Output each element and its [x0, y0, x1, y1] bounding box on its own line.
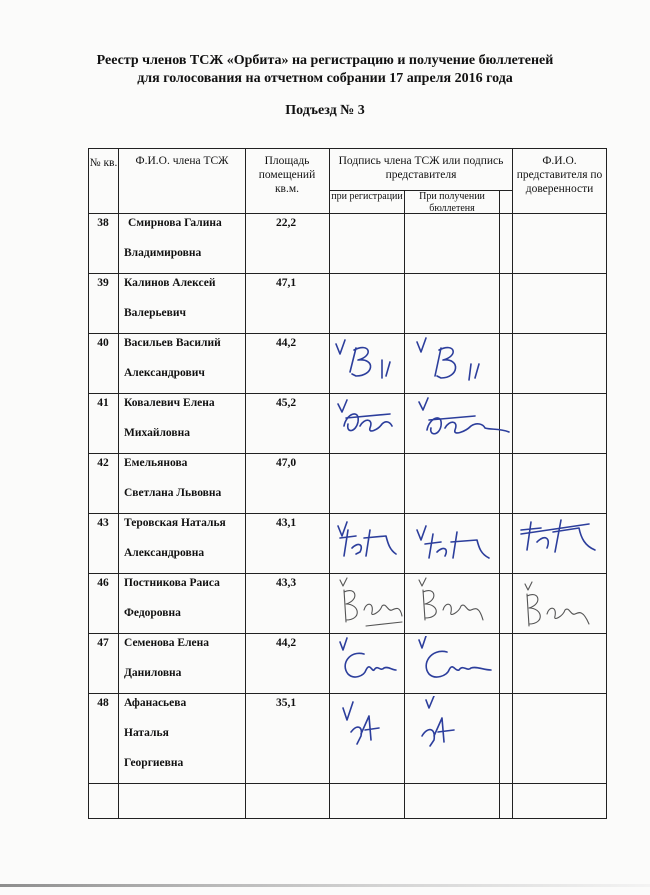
row-area: 44,2	[276, 637, 297, 649]
row-name-line1: Семенова Елена	[124, 637, 210, 649]
row-name-line2: Наталья	[124, 727, 169, 739]
row-apartment-number: 39	[97, 277, 109, 289]
row-name-line1: Васильев Василий	[124, 337, 221, 349]
row-area: 44,2	[276, 337, 297, 349]
row-area: 47,1	[276, 277, 297, 289]
grid-line	[606, 148, 607, 818]
row-area: 45,2	[276, 397, 297, 409]
row-area: 47,0	[276, 457, 297, 469]
row-name-line2: Федоровна	[124, 607, 181, 619]
grid-line	[499, 190, 500, 818]
row-area: 43,3	[276, 577, 297, 589]
header-signature-ballot: При получении бюллетеня	[419, 191, 485, 214]
signature-mark	[330, 636, 404, 692]
grid-line	[329, 148, 330, 818]
row-name-line2: Даниловна	[124, 667, 182, 679]
row-name-line1: Постникова Раиса	[124, 577, 220, 589]
header-apartment-number: № кв.	[89, 157, 118, 169]
header-area: Площадь помещений кв.м.	[258, 155, 316, 195]
row-name-line1: Теровская Наталья	[124, 517, 226, 529]
row-area: 35,1	[276, 697, 297, 709]
grid-line	[512, 148, 513, 818]
grid-line	[245, 148, 246, 818]
row-name-line2: Валерьевич	[124, 307, 186, 319]
grid-line	[88, 783, 607, 784]
entrance-subtitle: Подъезд № 3	[285, 103, 365, 118]
grid-line	[88, 818, 607, 819]
signature-mark	[330, 516, 404, 572]
signature-mark	[405, 396, 515, 452]
grid-line	[404, 190, 405, 818]
grid-line	[88, 148, 89, 818]
signature-mark	[335, 696, 395, 756]
row-apartment-number: 41	[97, 397, 109, 409]
grid-line	[88, 148, 607, 149]
row-name-line1: Калинов Алексей	[124, 277, 216, 289]
row-name-line1: Афанасьева	[124, 697, 187, 709]
signature-mark	[513, 576, 606, 632]
document-title-line2: для голосования на отчетном собрании 17 апреля 2016 года	[137, 71, 513, 86]
row-name-line2: Светлана Львовна	[124, 487, 222, 499]
signature-mark	[405, 636, 499, 692]
header-proxy-name: Ф.И.О. представителя по доверенности	[516, 155, 603, 195]
row-name-line2: Александровна	[124, 547, 205, 559]
row-apartment-number: 40	[97, 337, 109, 349]
row-name-line1: Смирнова Галина	[128, 217, 222, 229]
row-name-line2: Михайловна	[124, 427, 190, 439]
header-member-name: Ф.И.О. члена ТСЖ	[135, 155, 229, 167]
signature-mark	[513, 510, 606, 566]
row-name-line1: Емельянова	[124, 457, 188, 469]
row-name-line1: Ковалевич Елена	[124, 397, 215, 409]
row-apartment-number: 48	[97, 697, 109, 709]
signature-mark	[330, 336, 404, 392]
row-apartment-number: 47	[97, 637, 109, 649]
signature-mark	[410, 696, 470, 756]
row-area: 43,1	[276, 517, 297, 529]
signature-mark	[405, 516, 499, 572]
signature-mark	[405, 576, 499, 632]
scan-edge-artifact	[0, 884, 650, 887]
row-apartment-number: 38	[97, 217, 109, 229]
document-title-line1: Реестр членов ТСЖ «Орбита» на регистрацию и получение бюллетеней	[96, 53, 554, 68]
row-apartment-number: 42	[97, 457, 109, 469]
header-signature: Подпись члена ТСЖ или подпись представителя	[338, 155, 504, 181]
row-apartment-number: 46	[97, 577, 109, 589]
grid-line	[118, 148, 119, 818]
row-name-line2: Александрович	[124, 367, 205, 379]
row-apartment-number: 43	[97, 517, 109, 529]
row-area: 22,2	[276, 217, 297, 229]
header-signature-registration: при регистрации	[331, 191, 403, 202]
signature-mark	[330, 576, 404, 632]
row-name-line3: Георгиевна	[124, 757, 184, 769]
signature-mark	[330, 396, 404, 452]
signature-mark	[405, 336, 499, 392]
row-name-line2: Владимировна	[124, 247, 202, 259]
